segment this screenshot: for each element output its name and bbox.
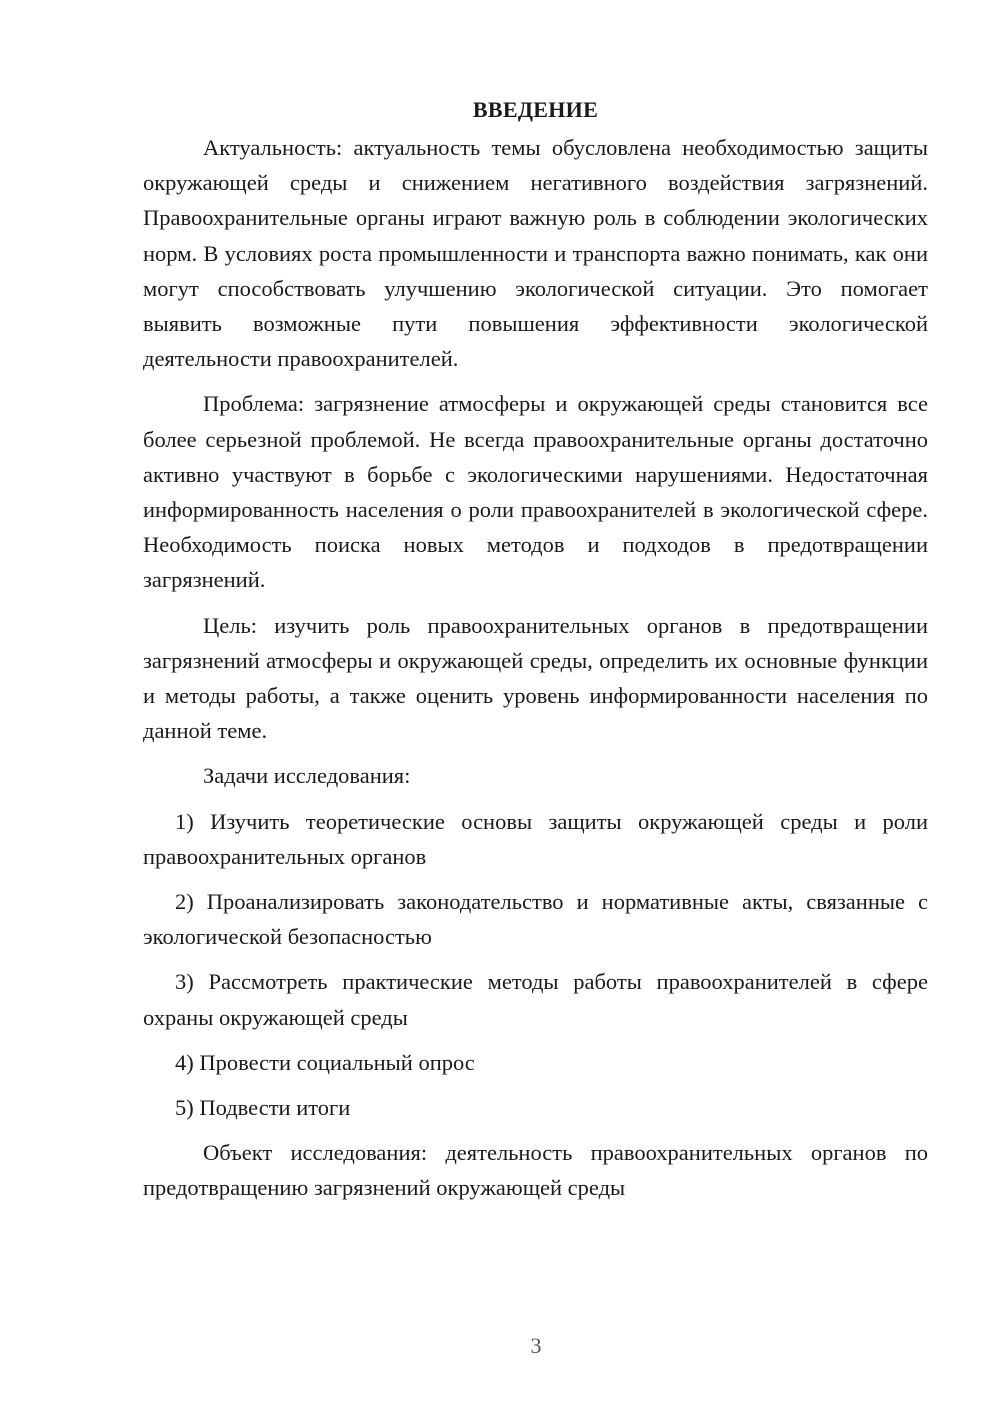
paragraph-object: Объект исследования: деятельность правоохранительных органов по предотвращению загрязнений окружающей среды (143, 1140, 928, 1201)
task-item: 5) Подвести итоги (175, 1095, 351, 1121)
task-item: 4) Провести социальный опрос (175, 1049, 475, 1075)
paragraph-relevance: Актуальность: актуальность темы обусловлена необходимостью защиты окружающей среды и снижением негативного воздействия загрязнений. Правоохранительные органы играют важную роль в соблюдении экологических норм. В условиях роста промышленности и транспорта важно понимать, как они могут способствовать улучшению экологической ситуации. Это помогает выявить возможные пути повышения эффективности экологической деятельности правоохранителей. (143, 135, 928, 372)
task-item: 2) Проанализировать законодательство и нормативные акты, связанные с экологической безопасностью (143, 889, 928, 950)
document-page (143, 90, 928, 1206)
paragraph-problem: Проблема: загрязнение атмосферы и окружающей среды становится все более серьезной проблемой. Не всегда правоохранительные органы достаточно активно участвуют в борьбе с экологическими нарушениями. Недостаточная информированность населения о роли правоохранителей в экологической сфере. Необходимость поиска новых методов и подходов в предотвращении загрязнений. (143, 391, 928, 593)
page-number: 3 (530, 1333, 542, 1358)
task-item: 3) Рассмотреть практические методы работы правоохранителей в сфере охраны окружающей среды (143, 969, 928, 1030)
task-item: 1) Изучить теоретические основы защиты окружающей среды и роли правоохранительных органов (143, 808, 928, 869)
paragraph-tasks-title: Задачи исследования: (203, 763, 411, 789)
paragraph-goal: Цель: изучить роль правоохранительных органов в предотвращении загрязнений атмосферы и окружающей среды, определить их основные функции и методы работы, а также оценить уровень информированности населения по данной теме. (143, 612, 928, 744)
section-heading: ВВЕДЕНИЕ (472, 97, 599, 122)
